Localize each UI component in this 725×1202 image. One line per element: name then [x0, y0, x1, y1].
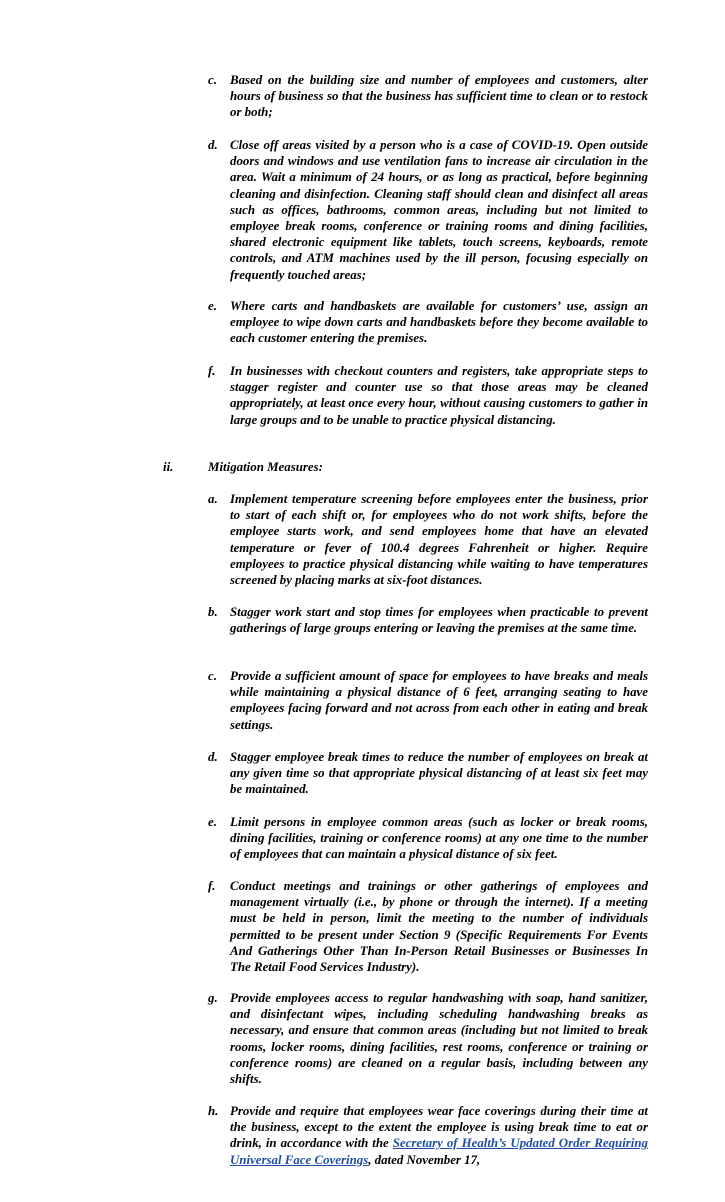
list-item-text: Provide employees access to regular handwashing with soap, hand sanitizer, and disinfectant wipes, including scheduling handwashing breaks as necessary, and ensure that common areas (including but not limited to break rooms, locker rooms, dining facilities, rest rooms, conference or training or conference rooms) are cleaned on a regular basis, including between any shifts.	[230, 991, 648, 1087]
list-item-d-close-off-areas	[208, 137, 648, 283]
list-item-letter: f.	[208, 879, 216, 893]
list-item-text: Implement temperature screening before employees enter the business, prior to start of each shift or, for employees who do not work shifts, before the employee starts work, and send employees home that have an elevated temperature or fever of 100.4 degrees Fahrenheit or higher. Require employees to practice physical distancing while waiting to have temperatures screened by placing marks at six-foot distances.	[230, 492, 648, 588]
list-item-letter: e.	[208, 299, 217, 313]
list-item-text: Where carts and handbaskets are available for customers’ use, assign an employee to wipe down carts and handbaskets before they become available to each customer entering the premises.	[230, 299, 648, 346]
list-item-text: Limit persons in employee common areas (such as locker or break rooms, dining facilities, training or conference rooms) at any one time to the number of employees that can maintain a physical distance of six feet.	[230, 815, 648, 862]
list-item-text: Stagger work start and stop times for employees when practicable to prevent gatherings of large groups entering or leaving the premises at the same time.	[230, 605, 648, 636]
list-item-c-restock-hours	[208, 72, 648, 121]
list-item-e-carts	[208, 298, 648, 347]
list-item-letter: h.	[208, 1104, 219, 1118]
mitigation-item-h-face-coverings	[208, 1103, 648, 1168]
mitigation-item-f-meetings	[208, 878, 648, 975]
list-item-text: Provide a sufficient amount of space for employees to have breaks and meals while maintaining a physical distance of 6 feet, arranging seating to have employees facing forward and not across from each other in eating and break settings.	[230, 669, 648, 732]
mitigation-item-d-break-times	[208, 749, 648, 798]
list-item-text	[230, 1103, 648, 1168]
list-item-letter: d.	[208, 138, 218, 152]
text-after-link: , dated November 17,	[368, 1152, 481, 1167]
list-item-text: Based on the building size and number of employees and customers, alter hours of business so that the business has sufficient time to clean or to restock or both;	[230, 73, 648, 120]
list-item-letter: b.	[208, 605, 218, 619]
list-item-text: Conduct meetings and trainings or other gatherings of employees and management virtually (i.e., by phone or through the internet). If a meeting must be held in person, limit the meeting to the number of individuals permitted to be present under Section 9 (Specific Requirements For Events And Gatherings Other Than In-Person Retail Businesses or Businesses In The Retail Food Services Industry).	[230, 879, 648, 975]
list-item-letter: g.	[208, 991, 218, 1005]
list-item-text: In businesses with checkout counters and registers, take appropriate steps to stagger register and counter use so that those areas may be cleaned appropriately, at least once every hour, without causing customers to gather in large groups and to be unable to practice physical distancing.	[230, 364, 648, 427]
mitigation-item-a-temperature	[208, 491, 648, 588]
mitigation-item-e-common-areas	[208, 814, 648, 863]
list-item-letter: a.	[208, 492, 218, 506]
mitigation-item-c-break-space	[208, 668, 648, 733]
list-item-letter: e.	[208, 815, 217, 829]
section-numeral: ii.	[163, 460, 174, 474]
mitigation-item-g-handwashing	[208, 990, 648, 1087]
list-item-letter: d.	[208, 750, 218, 764]
list-item-text: Close off areas visited by a person who is a case of COVID-19. Open outside doors and windows and use ventilation fans to increase air circulation in the area. Wait a minimum of 24 hours, or as long as practical, before beginning cleaning and disinfection. Cleaning staff should clean and disinfect all areas such as offices, bathrooms, common areas, including but not limited to employee break rooms, conference or training rooms and dining facilities, shared electronic equipment like tablets, touch screens, keyboards, remote controls, and ATM machines used by the ill person, focusing especially on frequently touched areas;	[230, 138, 648, 282]
face-coverings-order-link[interactable]: Secretary of Health’s Updated Order Requiring Universal Face Coverings	[230, 1136, 648, 1167]
text-before-link: Provide and require that employees wear face coverings during their time at the business, except to the extent the employee is using break time to eat or drink, in accordance with the	[230, 1104, 648, 1151]
list-item-letter: f.	[208, 364, 216, 378]
section-title: Mitigation Measures:	[208, 460, 323, 474]
list-item-f-checkout	[208, 363, 648, 428]
list-item-letter: c.	[208, 73, 217, 87]
mitigation-item-b-stagger-start	[208, 604, 648, 636]
list-item-text: Stagger employee break times to reduce the number of employees on break at any given time so that appropriate physical distancing of at least six feet may be maintained.	[230, 750, 648, 797]
list-item-letter: c.	[208, 669, 217, 683]
